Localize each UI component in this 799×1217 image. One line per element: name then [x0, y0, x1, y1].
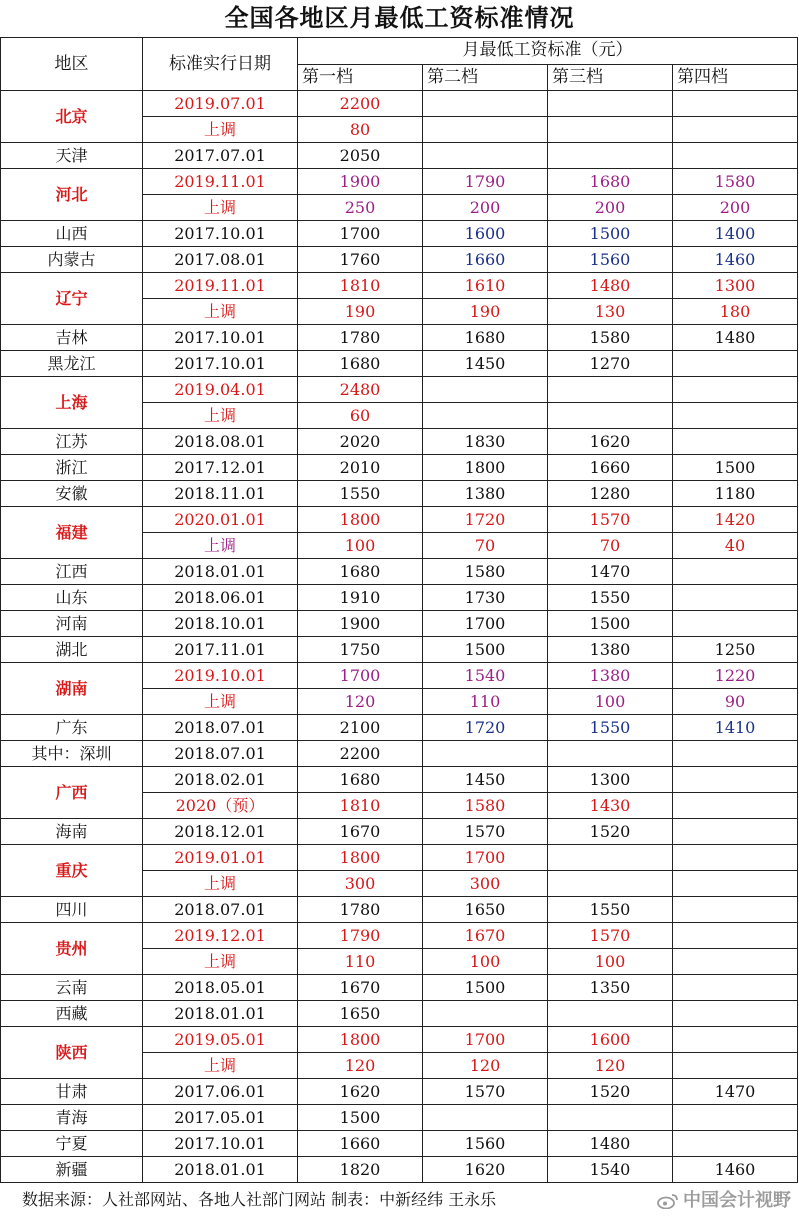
region-cell: 宁夏 — [1, 1131, 143, 1157]
tier-1-cell: 1900 — [298, 611, 423, 637]
region-cell: 广东 — [1, 715, 143, 741]
tier-1-cell: 1820 — [298, 1157, 423, 1183]
tier-2-cell: 1580 — [423, 793, 548, 819]
tier-1-cell: 2010 — [298, 455, 423, 481]
tier-2-cell — [423, 377, 548, 403]
date-cell: 2019.10.01 — [143, 663, 298, 689]
region-cell: 辽宁 — [1, 273, 143, 325]
tier-4-cell — [673, 143, 798, 169]
table-row — [1, 741, 798, 767]
header-date: 标准实行日期 — [143, 38, 298, 91]
table-row — [1, 1105, 798, 1131]
tier-1-cell: 1800 — [298, 507, 423, 533]
region-cell: 河南 — [1, 611, 143, 637]
tier-2-cell — [423, 117, 548, 143]
table-row — [1, 507, 798, 533]
table-row — [1, 611, 798, 637]
tier-1-cell: 1670 — [298, 819, 423, 845]
region-cell: 北京 — [1, 91, 143, 143]
date-cell: 上调 — [143, 195, 298, 221]
tier-3-cell — [548, 91, 673, 117]
tier-3-cell — [548, 871, 673, 897]
tier-1-cell: 1620 — [298, 1079, 423, 1105]
tier-4-cell — [673, 91, 798, 117]
wage-table — [0, 37, 798, 1183]
date-cell: 2019.12.01 — [143, 923, 298, 949]
date-cell: 2017.10.01 — [143, 325, 298, 351]
table-row — [1, 377, 798, 403]
tier-4-cell — [673, 819, 798, 845]
date-cell: 2019.04.01 — [143, 377, 298, 403]
date-cell: 2018.05.01 — [143, 975, 298, 1001]
date-cell: 上调 — [143, 949, 298, 975]
date-cell: 2018.12.01 — [143, 819, 298, 845]
tier-1-cell: 1670 — [298, 975, 423, 1001]
tier-4-cell — [673, 741, 798, 767]
tier-4-cell: 1480 — [673, 325, 798, 351]
date-cell: 2019.11.01 — [143, 273, 298, 299]
date-cell: 2018.11.01 — [143, 481, 298, 507]
tier-4-cell: 1580 — [673, 169, 798, 195]
date-cell: 2018.01.01 — [143, 1157, 298, 1183]
tier-4-cell — [673, 351, 798, 377]
table-row — [1, 481, 798, 507]
wage-table-body — [1, 91, 798, 1183]
header-region: 地区 — [1, 38, 143, 91]
tier-2-cell — [423, 143, 548, 169]
tier-3-cell: 1520 — [548, 1079, 673, 1105]
tier-2-cell: 1720 — [423, 715, 548, 741]
tier-1-cell: 1700 — [298, 663, 423, 689]
tier-2-cell: 1580 — [423, 559, 548, 585]
region-cell: 山东 — [1, 585, 143, 611]
tier-1-cell: 80 — [298, 117, 423, 143]
date-cell: 2018.07.01 — [143, 715, 298, 741]
tier-2-cell: 1610 — [423, 273, 548, 299]
tier-3-cell — [548, 845, 673, 871]
region-cell: 安徽 — [1, 481, 143, 507]
tier-4-cell — [673, 585, 798, 611]
date-cell: 2018.07.01 — [143, 741, 298, 767]
table-row — [1, 637, 798, 663]
date-cell: 2020.01.01 — [143, 507, 298, 533]
tier-4-cell: 1460 — [673, 247, 798, 273]
table-row — [1, 767, 798, 793]
region-cell: 福建 — [1, 507, 143, 559]
tier-3-cell: 1570 — [548, 507, 673, 533]
tier-2-cell: 1380 — [423, 481, 548, 507]
weibo-icon — [657, 1193, 679, 1209]
header-tier-2: 第二档 — [423, 64, 548, 91]
table-row — [1, 455, 798, 481]
date-cell: 2018.01.01 — [143, 559, 298, 585]
table-row — [1, 663, 798, 689]
tier-1-cell: 1660 — [298, 1131, 423, 1157]
tier-4-cell — [673, 1053, 798, 1079]
date-cell: 2018.06.01 — [143, 585, 298, 611]
date-cell: 上调 — [143, 299, 298, 325]
region-cell: 四川 — [1, 897, 143, 923]
header-standard: 月最低工资标准（元） — [298, 38, 798, 65]
tier-2-cell: 1570 — [423, 819, 548, 845]
tier-3-cell — [548, 403, 673, 429]
date-cell: 2017.11.01 — [143, 637, 298, 663]
tier-2-cell: 1830 — [423, 429, 548, 455]
tier-4-cell — [673, 767, 798, 793]
table-row — [1, 169, 798, 195]
region-cell: 山西 — [1, 221, 143, 247]
date-cell: 2018.01.01 — [143, 1001, 298, 1027]
tier-2-cell: 190 — [423, 299, 548, 325]
date-cell: 2019.11.01 — [143, 169, 298, 195]
tier-1-cell: 300 — [298, 871, 423, 897]
table-row — [1, 585, 798, 611]
table-row — [1, 429, 798, 455]
tier-2-cell: 1450 — [423, 767, 548, 793]
tier-2-cell: 1500 — [423, 637, 548, 663]
tier-2-cell: 1600 — [423, 221, 548, 247]
tier-1-cell: 1680 — [298, 767, 423, 793]
tier-1-cell: 120 — [298, 689, 423, 715]
watermark — [657, 1187, 791, 1215]
table-row — [1, 559, 798, 585]
tier-1-cell: 1810 — [298, 793, 423, 819]
tier-2-cell: 1660 — [423, 247, 548, 273]
tier-3-cell: 1560 — [548, 247, 673, 273]
table-row — [1, 1131, 798, 1157]
tier-4-cell: 40 — [673, 533, 798, 559]
tier-4-cell — [673, 117, 798, 143]
watermark-text: 中国会计视野 — [683, 1190, 791, 1211]
tier-4-cell — [673, 793, 798, 819]
table-row — [1, 221, 798, 247]
tier-3-cell: 1660 — [548, 455, 673, 481]
tier-1-cell: 2200 — [298, 91, 423, 117]
tier-2-cell: 1500 — [423, 975, 548, 1001]
table-row — [1, 91, 798, 117]
tier-4-cell — [673, 897, 798, 923]
date-cell: 2017.10.01 — [143, 1131, 298, 1157]
tier-2-cell: 200 — [423, 195, 548, 221]
tier-4-cell — [673, 975, 798, 1001]
date-cell: 2019.01.01 — [143, 845, 298, 871]
tier-4-cell: 180 — [673, 299, 798, 325]
tier-3-cell: 1380 — [548, 637, 673, 663]
table-row — [1, 975, 798, 1001]
tier-1-cell: 1790 — [298, 923, 423, 949]
tier-2-cell: 1790 — [423, 169, 548, 195]
tier-1-cell: 100 — [298, 533, 423, 559]
tier-4-cell: 1470 — [673, 1079, 798, 1105]
date-cell: 2017.07.01 — [143, 143, 298, 169]
tier-3-cell: 1520 — [548, 819, 673, 845]
tier-2-cell: 1730 — [423, 585, 548, 611]
tier-4-cell — [673, 923, 798, 949]
region-cell: 河北 — [1, 169, 143, 221]
table-row — [1, 1027, 798, 1053]
tier-3-cell — [548, 143, 673, 169]
tier-4-cell: 1400 — [673, 221, 798, 247]
tier-1-cell: 1650 — [298, 1001, 423, 1027]
region-cell: 其中：深圳 — [1, 741, 143, 767]
region-cell: 广西 — [1, 767, 143, 819]
tier-3-cell — [548, 1001, 673, 1027]
tier-3-cell: 1380 — [548, 663, 673, 689]
table-row — [1, 351, 798, 377]
date-cell: 2020（预） — [143, 793, 298, 819]
tier-1-cell: 1900 — [298, 169, 423, 195]
tier-2-cell: 120 — [423, 1053, 548, 1079]
tier-3-cell: 1620 — [548, 429, 673, 455]
region-cell: 新疆 — [1, 1157, 143, 1183]
tier-3-cell: 1600 — [548, 1027, 673, 1053]
tier-3-cell: 1500 — [548, 611, 673, 637]
tier-1-cell: 1800 — [298, 845, 423, 871]
region-cell: 江苏 — [1, 429, 143, 455]
tier-2-cell: 1650 — [423, 897, 548, 923]
tier-3-cell: 1570 — [548, 923, 673, 949]
tier-3-cell: 1540 — [548, 1157, 673, 1183]
tier-1-cell: 110 — [298, 949, 423, 975]
tier-1-cell: 1700 — [298, 221, 423, 247]
tier-4-cell: 1420 — [673, 507, 798, 533]
date-cell: 2017.06.01 — [143, 1079, 298, 1105]
header-row-top — [1, 38, 798, 65]
tier-4-cell: 1220 — [673, 663, 798, 689]
tier-3-cell: 1350 — [548, 975, 673, 1001]
tier-2-cell: 1720 — [423, 507, 548, 533]
tier-4-cell — [673, 1105, 798, 1131]
region-cell: 青海 — [1, 1105, 143, 1131]
tier-1-cell: 1800 — [298, 1027, 423, 1053]
tier-4-cell — [673, 1131, 798, 1157]
tier-3-cell: 1550 — [548, 715, 673, 741]
tier-2-cell: 100 — [423, 949, 548, 975]
tier-4-cell: 90 — [673, 689, 798, 715]
table-row — [1, 247, 798, 273]
region-cell: 湖南 — [1, 663, 143, 715]
tier-3-cell: 200 — [548, 195, 673, 221]
tier-2-cell: 110 — [423, 689, 548, 715]
tier-2-cell — [423, 1001, 548, 1027]
region-cell: 黑龙江 — [1, 351, 143, 377]
tier-3-cell: 1480 — [548, 1131, 673, 1157]
tier-3-cell: 130 — [548, 299, 673, 325]
date-cell: 上调 — [143, 689, 298, 715]
tier-1-cell: 1810 — [298, 273, 423, 299]
date-cell: 2017.05.01 — [143, 1105, 298, 1131]
tier-1-cell: 1680 — [298, 559, 423, 585]
tier-4-cell — [673, 1027, 798, 1053]
tier-4-cell: 1300 — [673, 273, 798, 299]
date-cell: 2018.02.01 — [143, 767, 298, 793]
region-cell: 陕西 — [1, 1027, 143, 1079]
tier-3-cell: 1280 — [548, 481, 673, 507]
tier-4-cell — [673, 611, 798, 637]
date-cell: 2019.07.01 — [143, 91, 298, 117]
header-tier-1: 第一档 — [298, 64, 423, 91]
region-cell: 重庆 — [1, 845, 143, 897]
tier-3-cell: 70 — [548, 533, 673, 559]
date-cell: 上调 — [143, 403, 298, 429]
table-row — [1, 715, 798, 741]
tier-1-cell: 250 — [298, 195, 423, 221]
tier-1-cell: 2480 — [298, 377, 423, 403]
tier-2-cell: 1450 — [423, 351, 548, 377]
tier-2-cell — [423, 741, 548, 767]
date-cell: 2017.12.01 — [143, 455, 298, 481]
tier-1-cell: 2020 — [298, 429, 423, 455]
table-row — [1, 273, 798, 299]
tier-4-cell — [673, 871, 798, 897]
table-row — [1, 819, 798, 845]
tier-3-cell: 100 — [548, 689, 673, 715]
tier-2-cell: 1680 — [423, 325, 548, 351]
tier-1-cell: 1680 — [298, 351, 423, 377]
tier-4-cell — [673, 949, 798, 975]
region-cell: 贵州 — [1, 923, 143, 975]
tier-1-cell: 60 — [298, 403, 423, 429]
table-row — [1, 923, 798, 949]
tier-4-cell: 1180 — [673, 481, 798, 507]
date-cell: 2018.07.01 — [143, 897, 298, 923]
table-row — [1, 143, 798, 169]
tier-3-cell: 1680 — [548, 169, 673, 195]
table-row — [1, 897, 798, 923]
table-row — [1, 1001, 798, 1027]
header-tier-4: 第四档 — [673, 64, 798, 91]
tier-3-cell: 1580 — [548, 325, 673, 351]
region-cell: 吉林 — [1, 325, 143, 351]
tier-3-cell: 1550 — [548, 897, 673, 923]
table-row — [1, 325, 798, 351]
tier-2-cell: 70 — [423, 533, 548, 559]
region-cell: 海南 — [1, 819, 143, 845]
tier-2-cell — [423, 1105, 548, 1131]
table-row — [1, 845, 798, 871]
tier-3-cell — [548, 741, 673, 767]
tier-2-cell: 300 — [423, 871, 548, 897]
tier-1-cell: 1780 — [298, 325, 423, 351]
tier-3-cell: 1500 — [548, 221, 673, 247]
tier-2-cell: 1700 — [423, 1027, 548, 1053]
source-note: 数据来源：人社部网站、各地人社部门网站 制表：中新经纬 王永乐 — [22, 1190, 497, 1209]
tier-1-cell: 1550 — [298, 481, 423, 507]
tier-3-cell: 1430 — [548, 793, 673, 819]
tier-3-cell — [548, 117, 673, 143]
tier-3-cell: 100 — [548, 949, 673, 975]
date-cell: 2018.10.01 — [143, 611, 298, 637]
date-cell: 上调 — [143, 533, 298, 559]
tier-4-cell — [673, 845, 798, 871]
tier-2-cell: 1570 — [423, 1079, 548, 1105]
tier-1-cell: 120 — [298, 1053, 423, 1079]
tier-3-cell: 1470 — [548, 559, 673, 585]
date-cell: 2017.08.01 — [143, 247, 298, 273]
region-cell: 上海 — [1, 377, 143, 429]
tier-2-cell — [423, 403, 548, 429]
tier-2-cell: 1540 — [423, 663, 548, 689]
tier-3-cell — [548, 377, 673, 403]
tier-2-cell: 1700 — [423, 611, 548, 637]
tier-1-cell: 2100 — [298, 715, 423, 741]
tier-2-cell: 1700 — [423, 845, 548, 871]
tier-4-cell — [673, 429, 798, 455]
page-title: 全国各地区月最低工资标准情况 — [224, 4, 575, 32]
tier-3-cell — [548, 1105, 673, 1131]
tier-1-cell: 2050 — [298, 143, 423, 169]
tier-1-cell: 1750 — [298, 637, 423, 663]
date-cell: 上调 — [143, 117, 298, 143]
date-cell: 2019.05.01 — [143, 1027, 298, 1053]
date-cell: 上调 — [143, 871, 298, 897]
header-tier-3: 第三档 — [548, 64, 673, 91]
tier-4-cell — [673, 403, 798, 429]
tier-2-cell — [423, 91, 548, 117]
date-cell: 2017.10.01 — [143, 351, 298, 377]
tier-4-cell: 200 — [673, 195, 798, 221]
tier-4-cell: 1250 — [673, 637, 798, 663]
region-cell: 甘肃 — [1, 1079, 143, 1105]
tier-4-cell: 1410 — [673, 715, 798, 741]
tier-1-cell: 1910 — [298, 585, 423, 611]
tier-2-cell: 1670 — [423, 923, 548, 949]
date-cell: 上调 — [143, 1053, 298, 1079]
tier-4-cell: 1460 — [673, 1157, 798, 1183]
region-cell: 内蒙古 — [1, 247, 143, 273]
tier-1-cell: 2200 — [298, 741, 423, 767]
tier-3-cell: 1550 — [548, 585, 673, 611]
table-row — [1, 1079, 798, 1105]
tier-1-cell: 1780 — [298, 897, 423, 923]
region-cell: 江西 — [1, 559, 143, 585]
tier-1-cell: 1760 — [298, 247, 423, 273]
region-cell: 湖北 — [1, 637, 143, 663]
tier-2-cell: 1620 — [423, 1157, 548, 1183]
tier-4-cell — [673, 377, 798, 403]
tier-4-cell: 1500 — [673, 455, 798, 481]
tier-3-cell: 120 — [548, 1053, 673, 1079]
region-cell: 西藏 — [1, 1001, 143, 1027]
region-cell: 云南 — [1, 975, 143, 1001]
table-row — [1, 1157, 798, 1183]
tier-3-cell: 1270 — [548, 351, 673, 377]
tier-2-cell: 1800 — [423, 455, 548, 481]
tier-3-cell: 1480 — [548, 273, 673, 299]
tier-4-cell — [673, 559, 798, 585]
tier-2-cell: 1560 — [423, 1131, 548, 1157]
tier-4-cell — [673, 1001, 798, 1027]
region-cell: 浙江 — [1, 455, 143, 481]
tier-1-cell: 1500 — [298, 1105, 423, 1131]
tier-3-cell: 1300 — [548, 767, 673, 793]
region-cell: 天津 — [1, 143, 143, 169]
date-cell: 2017.10.01 — [143, 221, 298, 247]
tier-1-cell: 190 — [298, 299, 423, 325]
date-cell: 2018.08.01 — [143, 429, 298, 455]
